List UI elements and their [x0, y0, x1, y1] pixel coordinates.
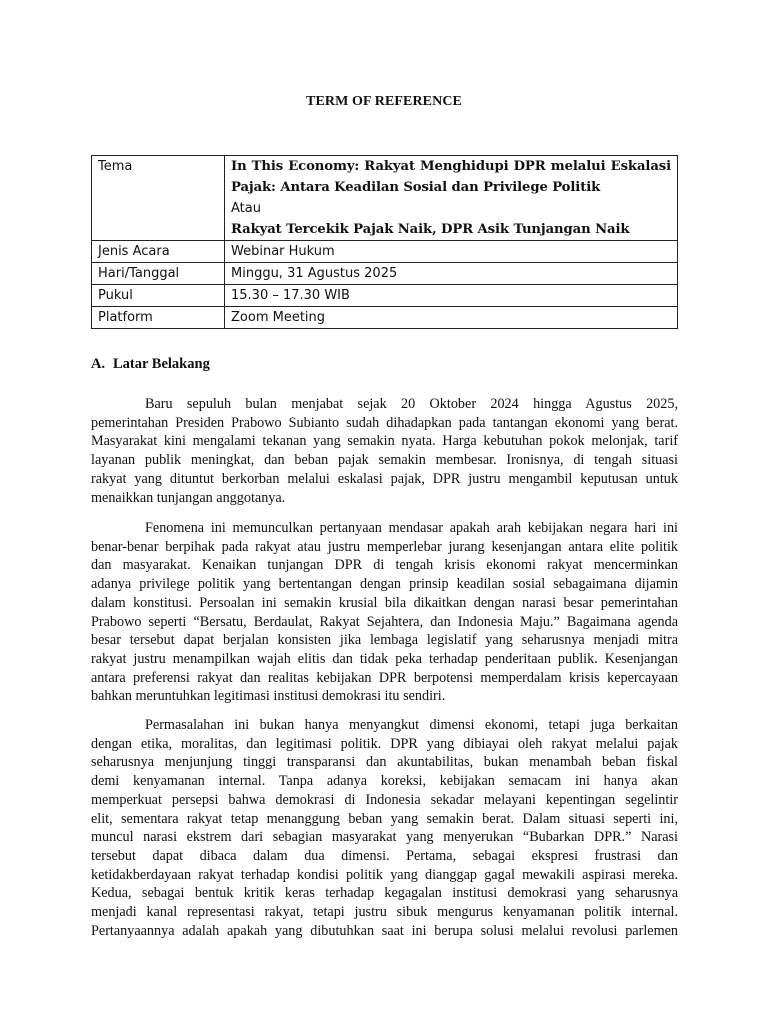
document-title: TERM OF REFERENCE — [306, 94, 462, 109]
paragraph-line: adanya privilege politik yang bertentangan dengan prinsip keadilan sosial sebagaimana dijamin — [91, 576, 678, 593]
paragraph-line: dan masyarakat. Kenaikan tunjangan DPR di tengah krisis ekonomi rakyat mencerminkan — [91, 557, 678, 574]
row-label: Platform — [92, 307, 225, 329]
paragraph-line: bahkan meruntuhkan legitimasi institusi demokrasi itu sendiri. — [91, 688, 446, 705]
paragraph-line: dalam konstitusi. Persoalan ini semakin krusial bila dikaitkan dengan narasi besar pemerintahan — [91, 594, 678, 611]
paragraph-1 — [91, 395, 678, 507]
paragraph-2 — [91, 519, 678, 706]
row-value: Minggu, 31 Agustus 2025 — [225, 263, 678, 285]
paragraph-line: Pertanyaannya adalah apakah yang dibutuhkan saat ini berupa solusi melalui revolusi parlemen — [91, 922, 678, 939]
paragraph-line: rakyat yang dituntut berkorban melalui eskalasi pajak, DPR justru mengambil keputusan untuk — [91, 470, 678, 487]
paragraph-line: Permasalahan ini bukan hanya menyangkut dimensi ekonomi, tetapi juga berkaitan — [145, 717, 678, 733]
paragraph-line: memperkuat persepsi bahwa demokrasi di Indonesia sekadar melayani kepentingan segelintir — [91, 791, 678, 808]
paragraph-line: muncul narasi ekstrem dari sebagian masyarakat yang menyerukan “Bubarkan DPR.” Narasi — [91, 829, 678, 846]
info-table — [91, 155, 678, 329]
paragraph-line: ketidakberdayaan rakyat terhadap kondisi politik yang dianggap gagal mewakili aspirasi mereka. — [91, 866, 678, 883]
paragraph-line: tersebut dapat dibaca dalam dua dimensi. Pertama, sebagai ekspresi frustrasi dan — [91, 847, 678, 864]
tema-label: Tema — [92, 156, 225, 241]
paragraph-line: rakyat justru menampilkan wajah elitis dan tidak peka terhadap penderitaan publik. Kesenjangan — [91, 650, 678, 667]
section-number: A. — [91, 356, 106, 372]
section-heading — [91, 356, 210, 373]
paragraph-line: pemerintahan Presiden Prabowo Subianto sudah dihadapkan pada tantangan ekonomi yang berat. — [91, 414, 678, 431]
paragraph-line: menjadi kanal representasi rakyat, tetapi justru sibuk mengurus kenyamanan politik internal. — [91, 904, 678, 921]
table-row — [92, 241, 678, 263]
paragraph-3 — [91, 716, 678, 940]
paragraph-line: seharusnya menjunjung tinggi transparansi dan akuntabilitas, bukan menambah beban fiskal — [91, 754, 678, 771]
row-label: Pukul — [92, 285, 225, 307]
paragraph-line: dengan etika, moralitas, dan legitimasi politik. DPR yang dibiayai oleh rakyat melalui pajak — [91, 735, 678, 752]
paragraph-line: Baru sepuluh bulan menjabat sejak 20 Oktober 2024 hingga Agustus 2025, — [145, 396, 678, 412]
paragraph-line: menaikkan tunjangan anggotanya. — [91, 489, 286, 506]
paragraph-line: besar tersebut dapat berjalan konsisten jika lembaga legislatif yang seharusnya menjadi mitra — [91, 632, 678, 649]
row-value: Webinar Hukum — [225, 241, 678, 263]
section-title: Latar Belakang — [113, 356, 210, 372]
tema-title-line-2: Pajak: Antara Keadilan Sosial dan Privilege Politik — [231, 180, 601, 195]
row-label: Jenis Acara — [92, 241, 225, 263]
tema-value — [225, 156, 678, 241]
paragraph-line: Kedua, sebagai bentuk kritik keras terhadap kegagalan institusi demokrasi yang seharusnya — [91, 885, 678, 902]
row-value: Zoom Meeting — [225, 307, 678, 329]
table-row — [92, 307, 678, 329]
paragraph-line: Fenomena ini memunculkan pertanyaan mendasar apakah arah kebijakan negara hari ini — [145, 520, 678, 536]
table-row — [92, 285, 678, 307]
paragraph-line: elit, sementara rakyat tetap menanggung beban yang semakin berat. Dalam situasi seperti ini, — [91, 810, 678, 827]
tema-alternative-label: Atau — [231, 201, 261, 216]
paragraph-line: layanan publik meningkat, dan beban pajak semakin membesar. Ironisnya, di tengah situasi — [91, 452, 678, 469]
paragraph-line: demi kenyamanan internal. Tanpa adanya koreksi, kebijakan semacam ini hanya akan — [91, 773, 678, 790]
paragraph-line: benar-benar berpihak pada rakyat atau justru memperlebar jurang kesenjangan antara elite politik — [91, 538, 678, 555]
row-label: Hari/Tanggal — [92, 263, 225, 285]
row-value: 15.30 – 17.30 WIB — [225, 285, 678, 307]
paragraph-line: Masyarakat kini mengalami tekanan yang semakin nyata. Harga kebutuhan pokok melonjak, tarif — [91, 433, 678, 450]
tema-title-line-1: In This Economy: Rakyat Menghidupi DPR melalui Eskalasi — [231, 159, 671, 174]
paragraph-line: antara preferensi rakyat dan realitas kebijakan DPR berpotensi memperdalam krisis kepercayaan — [91, 669, 678, 686]
tema-alternative-title: Rakyat Tercekik Pajak Naik, DPR Asik Tunjangan Naik — [231, 222, 630, 237]
paragraph-line: Prabowo seperti “Bersatu, Berdaulat, Rakyat Sejahtera, dan Indonesia Maju.” Bagaimana agenda — [91, 613, 678, 630]
table-row-tema — [92, 156, 678, 241]
table-row — [92, 263, 678, 285]
